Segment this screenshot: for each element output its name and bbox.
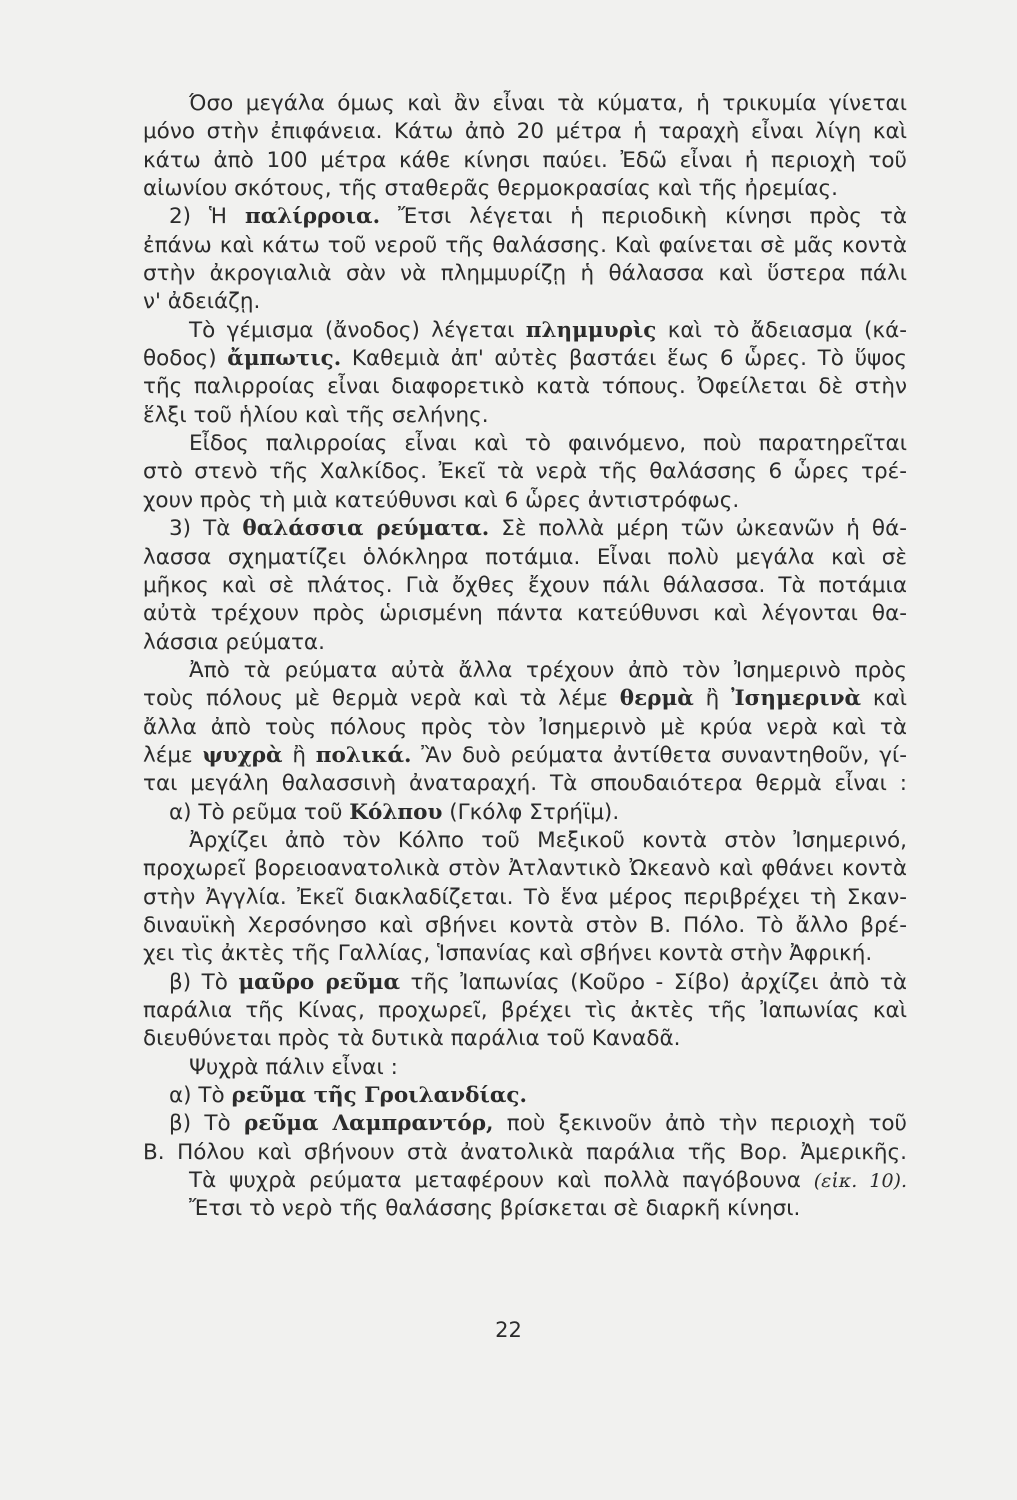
bold-term: πολικά. xyxy=(315,742,412,768)
bold-term: ψυχρὰ xyxy=(202,742,283,768)
text-line: Β. Πόλου καὶ σβήνουν στὰ ἀνατολικὰ παράλια τῆς Βορ. Ἀμερικῆς. xyxy=(143,1139,907,1165)
text-line: ἕλξι τοῦ ἡλίου καὶ τῆς σελήνης. xyxy=(143,402,489,428)
text-line: χει τὶς ἀκτὲς τῆς Γαλλίας, Ἱσπανίας καὶ σβήνει κοντὰ στὴν Ἀφρική. xyxy=(143,941,873,967)
text-line: ται μεγάλη θαλασσινὴ ἀναταραχή. Τὰ σπουδαιότερα θερμὰ εἶναι : xyxy=(143,771,907,797)
section-heading-line: 2) Ἡ παλίρροια. Ἔτσι λέγεται ἡ περιοδικὴ κίνησι πρὸς τὰ xyxy=(169,204,908,230)
text-line: Ψυχρὰ πάλιν εἶναι : xyxy=(189,1054,398,1080)
text-line: ν' ἀδειάζῃ. xyxy=(143,289,261,315)
text-line: Ἀπὸ τὰ ρεύματα αὐτὰ ἄλλα τρέχουν ἀπὸ τὸν Ἰσημερινὸ πρὸς xyxy=(189,657,907,683)
bold-term: μαῦρο ρεῦμα xyxy=(238,969,401,995)
section-term: παλίρροια. xyxy=(244,204,381,230)
text-line: ἄλλα ἀπὸ τοὺς πόλους πρὸς τὸν Ἰσημερινὸ μὲ κρύα νερὰ καὶ τὰ xyxy=(143,714,907,740)
text-line: λέμε ψυχρὰ ἢ πολικά. Ἂν δυὸ ρεύματα ἀντίθετα συναντηθοῦν, γί- xyxy=(143,742,907,768)
text-line: διναυϊκὴ Χερσόνησο καὶ σβήνει κοντὰ στὸν Β. Πόλο. Τὸ ἄλλο βρέ- xyxy=(143,912,907,938)
text-line: λάσσια ρεύματα. xyxy=(143,629,325,655)
text-line: Εἶδος παλιρροίας εἶναι καὶ τὸ φαινόμενο, ποὺ παρατηρεῖται xyxy=(189,431,907,457)
text-line: α) Τὸ ρεῦμα τοῦ Κόλπου (Γκόλφ Στρήϊμ). xyxy=(169,799,620,825)
bold-term: ρεῦμα Λαμπραντόρ, xyxy=(243,1111,494,1137)
text-line: αἰωνίου σκότους, τῆς σταθερᾶς θερμοκρασίας καὶ τῆς ἠρεμίας. xyxy=(143,176,838,202)
text-line: Ἔτσι τὸ νερὸ τῆς θαλάσσης βρίσκεται σὲ διαρκῆ κίνησι. xyxy=(189,1196,801,1222)
text-line: κάτω ἀπὸ 100 μέτρα κάθε κίνησι παύει. Ἐδῶ εἶναι ἡ περιοχὴ τοῦ xyxy=(143,147,907,173)
bold-term: θερμὰ xyxy=(619,686,694,712)
text-line: Τὰ ψυχρὰ ρεύματα μεταφέρουν καὶ πολλὰ παγόβουνα (εἰκ. 10). xyxy=(189,1168,907,1194)
page-number: 22 xyxy=(495,1318,522,1342)
bold-term: ρεῦμα τῆς Γροιλανδίας. xyxy=(231,1083,527,1109)
text-line: μόνο στὴν ἐπιφάνεια. Κάτω ἀπὸ 20 μέτρα ἡ ταραχὴ εἶναι λίγη καὶ xyxy=(143,119,907,145)
text-line: α) Τὸ ρεῦμα τῆς Γροιλανδίας. xyxy=(169,1083,527,1109)
section-heading-line: 3) Τὰ θαλάσσια ρεύματα. Σὲ πολλὰ μέρη τῶν ὠκεανῶν ἡ θά- xyxy=(169,516,907,542)
section-term: θαλάσσια ρεύματα. xyxy=(242,516,490,542)
text-line: Ἀρχίζει ἀπὸ τὸν Κόλπο τοῦ Μεξικοῦ κοντὰ στὸν Ἰσημερινό, xyxy=(189,827,907,853)
bold-term: ἄμπωτις. xyxy=(227,346,342,372)
bold-term: Κόλπου xyxy=(349,799,443,825)
text-line: β) Τὸ μαῦρο ρεῦμα τῆς Ἰαπωνίας (Κοῦρο - Σίβο) ἀρχίζει ἀπὸ τὰ xyxy=(169,969,907,995)
text-line: Όσο μεγάλα όμως καὶ ἂν εἶναι τὰ κύματα, ἡ τρικυμία γίνεται xyxy=(189,91,907,116)
figure-reference: (εἰκ. 10). xyxy=(813,1170,907,1193)
text-line: ἐπάνω καὶ κάτω τοῦ νεροῦ τῆς θαλάσσης. Καὶ φαίνεται σὲ μᾶς κοντὰ xyxy=(143,232,907,258)
text-line: λασσα σχηματίζει ὁλόκληρα ποτάμια. Εἶναι πολὺ μεγάλα καὶ σὲ xyxy=(143,544,907,570)
text-line: β) Τὸ ρεῦμα Λαμπραντόρ, ποὺ ξεκινοῦν ἀπὸ τὴν περιοχὴ τοῦ xyxy=(169,1111,907,1137)
text-line: προχωρεῖ βορειοανατολικὰ στὸν Ἀτλαντικὸ Ὠκεανὸ καὶ φθάνει κοντὰ xyxy=(143,856,907,882)
text-line: στὴν ἀκρογιαλιὰ σὰν νὰ πλημμυρίζῃ ἡ θάλασσα καὶ ὕστερα πάλι xyxy=(143,261,907,287)
text-line: θοδος) ἄμπωτις. Καθεμιὰ ἀπ' αὐτὲς βαστάει ἕως 6 ὧρες. Τὸ ὕψος xyxy=(143,346,907,372)
text-line: στὸ στενὸ τῆς Χαλκίδος. Ἐκεῖ τὰ νερὰ τῆς θαλάσσης 6 ὧρες τρέ- xyxy=(143,459,907,485)
text-line: μῆκος καὶ σὲ πλάτος. Γιὰ ὄχθες ἔχουν πάλι θάλασσα. Τὰ ποτάμια xyxy=(143,572,907,598)
text-line: διευθύνεται πρὸς τὰ δυτικὰ παράλια τοῦ Καναδᾶ. xyxy=(143,1026,681,1052)
text-line: αὐτὰ τρέχουν πρὸς ὡρισμένη πάντα κατεύθυνσι καὶ λέγονται θα- xyxy=(143,601,907,627)
body-text xyxy=(143,90,907,1224)
bold-term: πλημμυρὶς xyxy=(525,317,657,343)
text-line: τῆς παλιρροίας εἶναι διαφορετικὸ κατὰ τόπους. Ὀφείλεται δὲ στὴν xyxy=(143,374,907,400)
text-line: τοὺς πόλους μὲ θερμὰ νερὰ καὶ τὰ λέμε θερμὰ ἢ Ἰσημερινὰ καὶ xyxy=(143,686,907,712)
text-line: στὴν Ἀγγλία. Ἐκεῖ διακλαδίζεται. Τὸ ἕνα μέρος περιβρέχει τὴ Σκαν- xyxy=(143,884,907,910)
text-line: Τὸ γέμισμα (ἄνοδος) λέγεται πλημμυρὶς καὶ τὸ ἄδειασμα (κά- xyxy=(189,317,907,343)
text-line: παράλια τῆς Κίνας, προχωρεῖ, βρέχει τὶς ἀκτὲς τῆς Ἰαπωνίας καὶ xyxy=(143,998,907,1023)
text-line: χουν πρὸς τὴ μιὰ κατεύθυνσι καὶ 6 ὧρες ἀντιστρόφως. xyxy=(143,487,740,513)
bold-term: Ἰσημερινὰ xyxy=(731,686,862,712)
